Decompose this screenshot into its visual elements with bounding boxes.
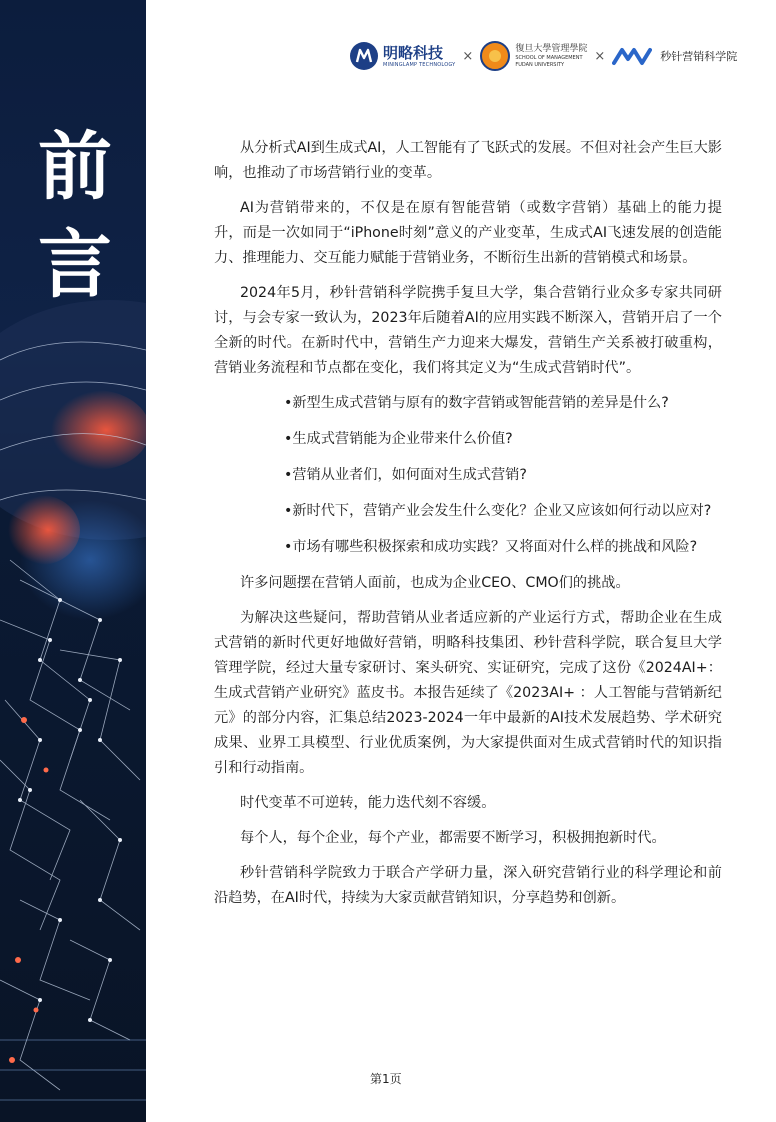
preface-body — [214, 136, 722, 921]
header-logos — [350, 36, 737, 76]
paragraph-3: 2024年5月，秒针营销科学院携手复旦大学，集合营销行业众多专家共同研讨，与会专家一致认为，2023年后随着AI的应用实践不断深入，营销开启了一个全新的时代。在新时代中，营销生产力迎来大爆发，营销生产关系被打破重构，营销业务流程和节点都在变化，我们将其定义为“生成式营销时代”。 — [214, 285, 722, 376]
separator-2: × — [594, 48, 606, 64]
miaozhen-logo-text: 秒针营销科学院 — [660, 50, 738, 63]
question-item: •生成式营销能为企业带来什么价值? — [284, 431, 513, 447]
sidebar-panel — [0, 0, 146, 1122]
mininglamp-logo-cn: 明略科技 — [383, 43, 444, 62]
sidebar-title — [30, 118, 120, 314]
question-item: •市场有哪些积极探索和成功实践？又将面对什么样的挑战和风险? — [284, 539, 698, 555]
miaozhen-logo-icon — [612, 45, 652, 67]
mininglamp-logo-en: MININGLAMP TECHNOLOGY — [383, 61, 456, 68]
fudan-seal-icon — [480, 41, 510, 71]
question-item: •营销从业者们，如何面对生成式营销? — [284, 467, 527, 483]
logo-mininglamp — [350, 42, 455, 70]
paragraph-7: 每个人，每个企业，每个产业，都需要不断学习，积极拥抱新时代。 — [240, 830, 666, 846]
fudan-logo-cn: 復旦大學管理學院 — [515, 43, 588, 54]
mininglamp-logo-icon — [350, 42, 378, 70]
question-list — [214, 391, 722, 560]
fudan-logo-en2: FUDAN UNIVERSITY — [515, 61, 565, 68]
paragraph-8: 秒针营销科学院致力于联合产学研力量，深入研究营销行业的科学理论和前沿趋势，在AI时代，持续为大家贡献营销知识，分享趋势和创新。 — [214, 865, 722, 906]
logo-fudan — [480, 41, 587, 71]
logo-miaozhen — [612, 45, 737, 67]
sidebar-title-char-1: 前 — [38, 124, 112, 210]
paragraph-6: 时代变革不可逆转，能力迭代刻不容缓。 — [240, 795, 496, 811]
paragraph-1: 从分析式AI到生成式AI，人工智能有了飞跃式的发展。不但对社会产生巨大影响，也推动了市场营销行业的变革。 — [214, 140, 722, 181]
separator-1: × — [462, 48, 474, 64]
paragraph-2: AI为营销带来的，不仅是在原有智能营销（或数字营销）基础上的能力提升，而是一次如同于“iPhone时刻”意义的产业变革，生成式AI飞速发展的创造能力、推理能力、交互能力赋能于营销业务，不断衍生出新的营销模式和场景。 — [214, 200, 722, 266]
fudan-logo-en1: SCHOOL OF MANAGEMENT — [515, 54, 583, 61]
paragraph-5: 为解决这些疑问，帮助营销从业者适应新的产业运行方式，帮助企业在生成式营销的新时代更好地做好营销，明略科技集团、秒针营科学院，联合复旦大学管理学院，经过大量专家研讨、案头研究、实证研究，完成了这份《2024AI+： 生成式营销产业研究》蓝皮书。本报告延续了《2023AI+ ：人工智能与营销新纪元》的部分内容，汇集总结2023-2024一年中最新的AI技术发展趋势、学术研究成果、业界工具模型、行业优质案例，为大家提供面对生成式营销时代的知识指引和行动指南。 — [214, 610, 722, 776]
question-item: •新时代下，营销产业会发生什么变化？企业又应该如何行动以应对? — [284, 503, 712, 519]
sidebar-title-char-2: 言 — [38, 222, 112, 308]
page-number: 第1页 — [370, 1072, 402, 1086]
paragraph-4: 许多问题摆在营销人面前，也成为企业CEO、CMO们的挑战。 — [240, 575, 630, 591]
question-item: •新型生成式营销与原有的数字营销或智能营销的差异是什么? — [284, 395, 669, 411]
